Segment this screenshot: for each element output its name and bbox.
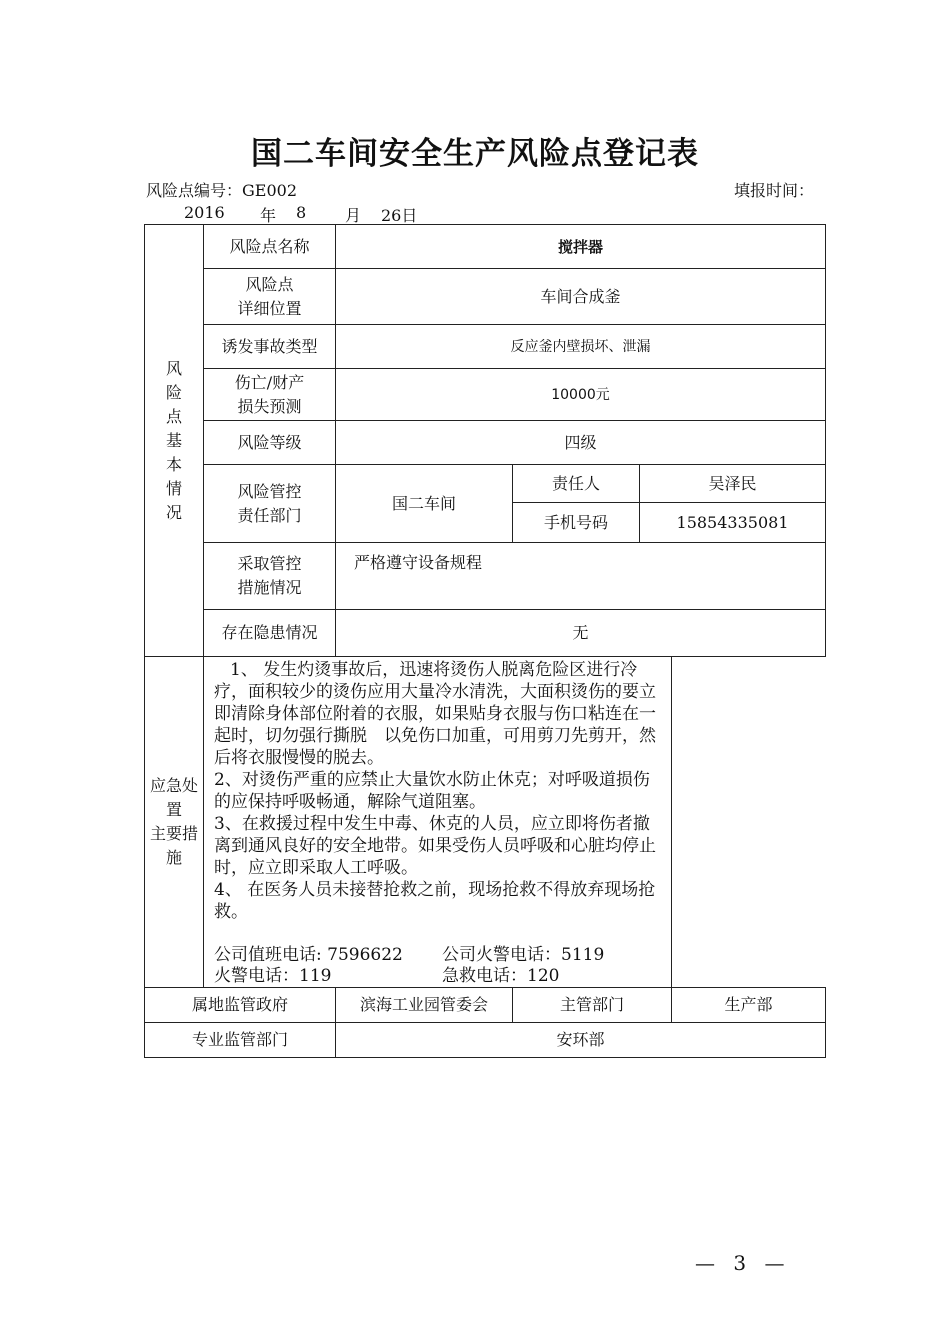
date-year: 2016 [184, 203, 225, 222]
location-label: 风险点 详细位置 [204, 269, 336, 325]
hazards-value: 无 [336, 610, 826, 657]
pro-dept-label: 专业监管部门 [145, 1023, 336, 1058]
risk-level-label: 风险等级 [204, 421, 336, 465]
loss-label: 伤亡/财产 损失预测 [204, 369, 336, 421]
control-dept-value: 国二车间 [336, 465, 513, 543]
risk-name-label: 风险点名称 [204, 225, 336, 269]
emergency-measures [204, 657, 672, 988]
hazards-label: 存在隐患情况 [204, 610, 336, 657]
measures-value: 严格遵守设备规程 [336, 543, 826, 610]
emergency-label: 应急处置 主要措施 [145, 657, 204, 988]
accident-type-value: 反应釜内壁损坏、泄漏 [336, 325, 826, 369]
emergency-item: 1、 发生灼烫事故后，迅速将烫伤人脱离危险区进行冷疗，面积较少的烫伤应用大量冷水清洗，大面积烫伤的要立即清除身体部位附着的衣服，如果贴身衣服与伤口粘连在一起时，切勿强行撕脱 以免伤口加重，可用剪刀先剪开，然后将衣服慢慢的脱去。 [214, 660, 656, 768]
emergency-item: 2、对烫伤严重的应禁止大量饮水防止休克；对呼吸道损伤的应保持呼吸畅通，解除气道阻塞。 [214, 770, 650, 812]
section-label-basic-info: 风 险 点 基 本 情 况 [145, 225, 204, 657]
phone-duty: 公司值班电话: 7596622 [214, 945, 403, 965]
gov-label: 属地监管政府 [145, 988, 336, 1023]
risk-level-value: 四级 [336, 421, 826, 465]
responsible-person-value: 吴泽民 [640, 465, 826, 503]
loss-value: 10000元 [336, 369, 826, 421]
dept-value: 生产部 [672, 988, 826, 1023]
risk-point-code: 风险点编号：GE002 [146, 181, 298, 200]
date-month-unit: 月 [345, 206, 362, 225]
pro-dept-value: 安环部 [336, 1023, 826, 1058]
responsible-person-label: 责任人 [513, 465, 640, 503]
phone-fire: 火警电话：119 [214, 966, 332, 986]
page-title: 国二车间安全生产风险点登记表 [251, 136, 699, 172]
emergency-item: 4、 在医务人员未接替抢救之前，现场抢救不得放弃现场抢救。 [214, 880, 656, 922]
phone-ambulance: 急救电话：120 [442, 966, 560, 986]
fill-time-label: 填报时间： [734, 181, 815, 200]
dept-label: 主管部门 [513, 988, 672, 1023]
emergency-item: 3、在救援过程中发生中毒、休克的人员，应立即将伤者撤离到通风良好的安全地带。如果受伤人员呼吸和心脏均停止时，应立即采取人工呼吸。 [214, 814, 656, 878]
date-month: 8 [296, 203, 307, 222]
location-value: 车间合成釜 [336, 269, 826, 325]
measures-label: 采取管控 措施情况 [204, 543, 336, 610]
date-day: 26日 [381, 206, 418, 225]
accident-type-label: 诱发事故类型 [204, 325, 336, 369]
phone-label: 手机号码 [513, 503, 640, 543]
control-dept-label: 风险管控 责任部门 [204, 465, 336, 543]
risk-register-table [144, 224, 826, 1058]
gov-value: 滨海工业园管委会 [336, 988, 513, 1023]
phone-value: 15854335081 [640, 503, 826, 543]
date-year-unit: 年 [260, 206, 277, 225]
risk-name-value: 搅拌器 [336, 225, 826, 269]
phone-fire-company: 公司火警电话：5119 [442, 945, 605, 965]
page-number: — 3 — [695, 1251, 791, 1275]
